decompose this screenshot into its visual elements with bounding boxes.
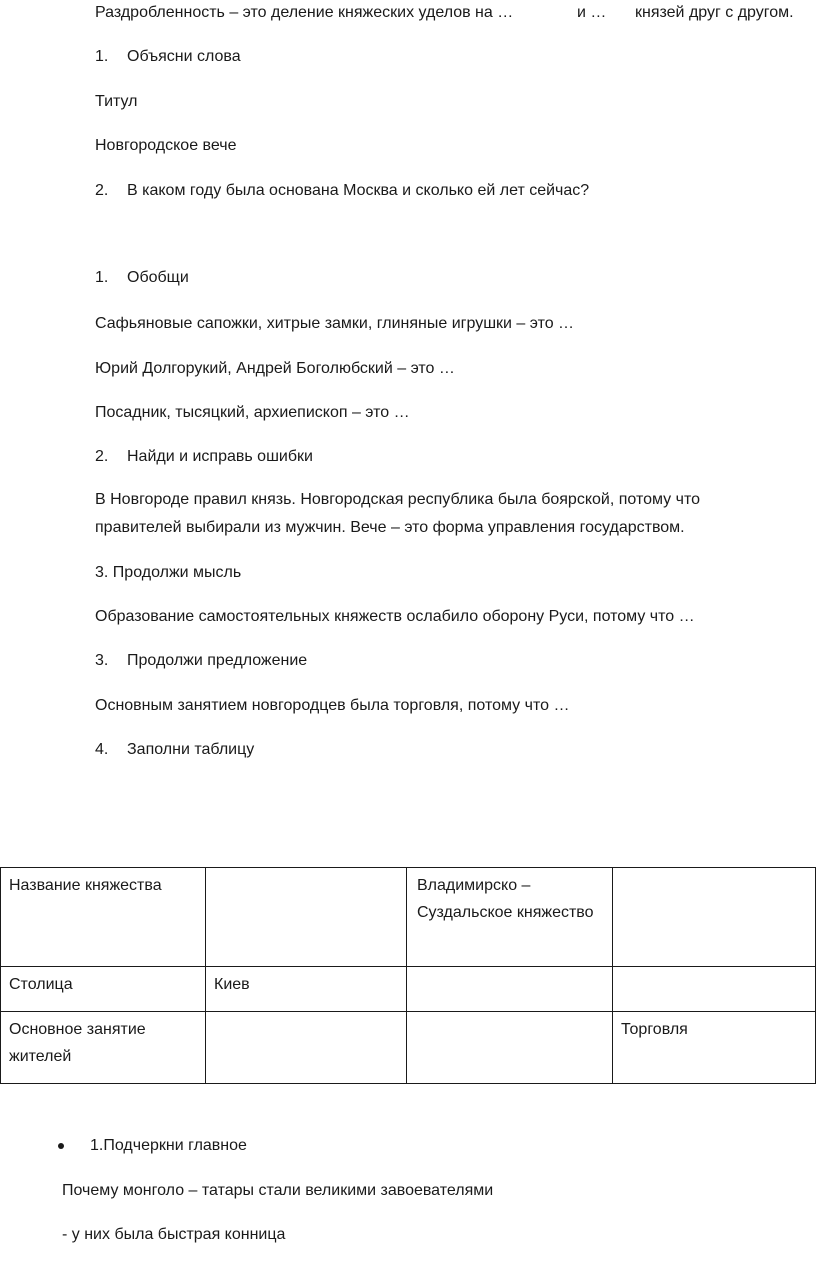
intro-part-1: Раздробленность – это деление княжеских уделов на … <box>95 4 514 21</box>
task-4-title: Найди и исправь ошибки <box>127 448 313 465</box>
task-6-title: Продолжи предложение <box>127 652 308 669</box>
table-cell[interactable] <box>206 1012 407 1084</box>
table-cell[interactable] <box>613 868 816 967</box>
principalities-table <box>0 867 816 1084</box>
task-2-title: В каком году была основана Москва и сколько ей лет сейчас? <box>127 182 590 199</box>
task-7-number: 4. <box>95 741 109 758</box>
task-4-number: 2. <box>95 448 109 465</box>
task-5-text: Образование самостоятельных княжеств ослабило оборону Руси, потому что … <box>95 608 695 625</box>
task-3-number: 1. <box>95 269 109 286</box>
table-cell[interactable]: Название княжества <box>1 868 206 967</box>
generalize-line-1: Сафьяновые сапожки, хитрые замки, глиняные игрушки – это … <box>95 315 575 332</box>
table-cell[interactable]: Владимирско – Суздальское княжество <box>407 868 613 967</box>
word-titul: Титул <box>95 93 138 110</box>
table-row <box>1 868 816 967</box>
task-2-number: 2. <box>95 182 109 199</box>
task-6-heading <box>95 651 307 671</box>
task-2-heading <box>95 181 589 201</box>
task-1-heading <box>95 47 241 67</box>
task-7-title: Заполни таблицу <box>127 741 255 758</box>
task-3-heading <box>95 268 189 288</box>
generalize-line-3: Посадник, тысяцкий, архиепископ – это … <box>95 404 410 421</box>
task-5-title: 3. Продолжи мысль <box>95 564 242 581</box>
table-row <box>1 1012 816 1084</box>
table-row <box>1 967 816 1012</box>
task-7-heading <box>95 740 254 760</box>
word-veche: Новгородское вече <box>95 137 237 154</box>
task-8-answer: - у них была быстрая конница <box>62 1226 286 1243</box>
table-cell[interactable] <box>407 967 613 1012</box>
generalize-line-2: Юрий Долгорукий, Андрей Боголюбский – это … <box>95 360 455 377</box>
table-cell[interactable]: Киев <box>206 967 407 1012</box>
table-cell[interactable] <box>206 868 407 967</box>
table-cell[interactable] <box>407 1012 613 1084</box>
errors-text-line-2: правителей выбирали из мужчин. Вече – это форма управления государством. <box>95 519 685 536</box>
intro-part-2: и … <box>577 4 607 21</box>
task-4-heading <box>95 447 313 467</box>
table-cell[interactable]: Основное занятие жителей <box>1 1012 206 1084</box>
task-1-number: 1. <box>95 48 109 65</box>
table-cell[interactable] <box>613 967 816 1012</box>
task-1-title: Объясни слова <box>127 48 241 65</box>
table-cell[interactable]: Торговля <box>613 1012 816 1084</box>
intro-part-3: князей друг с другом. <box>635 4 794 21</box>
intro-line <box>95 3 794 23</box>
task-8-question: Почему монголо – татары стали великими завоевателями <box>62 1182 494 1199</box>
task-6-number: 3. <box>95 652 109 669</box>
table-cell[interactable]: Столица <box>1 967 206 1012</box>
task-6-text: Основным занятием новгородцев была торговля, потому что … <box>95 697 570 714</box>
task-8-title: 1.Подчеркни главное <box>90 1137 247 1154</box>
task-3-title: Обобщи <box>127 269 189 286</box>
task-8-heading <box>58 1136 247 1156</box>
errors-text-line-1: В Новгороде правил князь. Новгородская республика была боярской, потому что <box>95 491 700 508</box>
bullet-icon <box>58 1143 64 1149</box>
